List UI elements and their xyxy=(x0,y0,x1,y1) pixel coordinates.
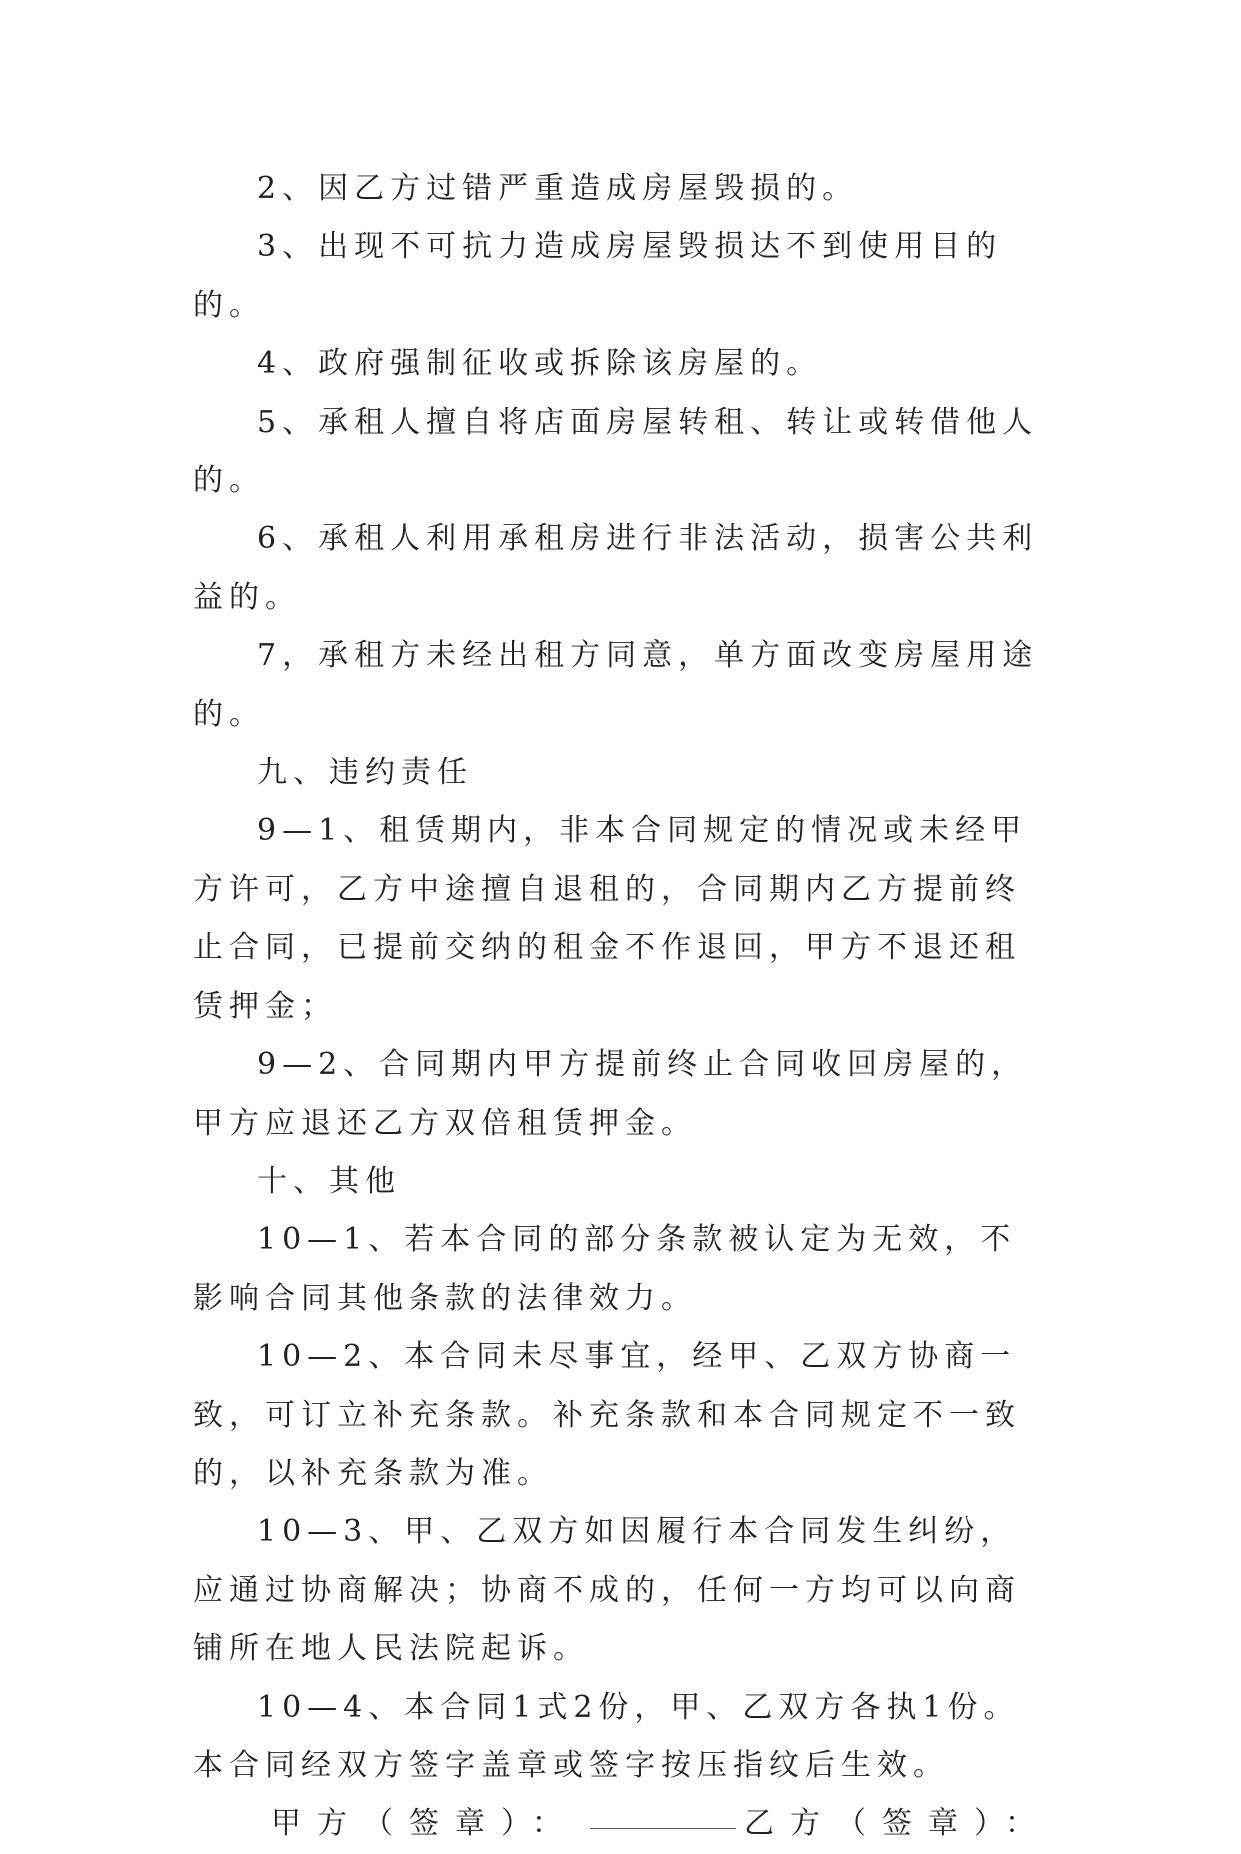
clause-10-3: 10—3、甲、乙双方如因履行本合同发生纠纷，应通过协商解决；协商不成的，任何一方均可以向商铺所在地人民法院起诉。 xyxy=(193,1514,1021,1667)
party-a-signature-line xyxy=(590,1806,736,1829)
party-b-signature-label: 乙方（签章）： xyxy=(744,1806,1051,1842)
clause-2: 2、因乙方过错严重造成房屋毁损的。 xyxy=(257,171,859,206)
clause-10-4: 10—4、本合同1式2份，甲、乙双方各执1份。本合同经双方签字盖章或签字按压指纹后生效。 xyxy=(193,1689,1020,1783)
signature-row xyxy=(193,1795,1051,1853)
clause-4: 4、政府强制征收或拆除该房屋的。 xyxy=(257,346,823,382)
clause-5: 5、承租人擅自将店面房屋转租、转让或转借他人的。 xyxy=(193,404,1039,499)
section-heading-breach: 九、违约责任 xyxy=(257,755,473,791)
clause-3: 3、出现不可抗力造成房屋毁损达不到使用目的的。 xyxy=(193,229,1003,323)
clause-6: 6、承租人利用承租房进行非法活动，损害公共利益的。 xyxy=(193,521,1039,615)
section-heading-other: 十、其他 xyxy=(257,1163,401,1199)
clause-10-2: 10—2、本合同未尽事宜，经甲、乙双方协商一致，可订立补充条款。补充条款和本合同规定不一致的，以补充条款为准。 xyxy=(193,1339,1021,1491)
clause-9-1: 9—1、租赁期内，非本合同规定的情况或未经甲方许可，乙方中途擅自退租的，合同期内乙方提前终止合同，已提前交纳的租金不作退回，甲方不退还租赁押金； xyxy=(193,813,1028,1024)
clause-7: 7，承租方未经出租方同意，单方面改变房屋用途的。 xyxy=(193,638,1039,732)
party-a-signature-label: 甲方（签章）： xyxy=(271,1806,578,1842)
clause-9-2: 9—2、合同期内甲方提前终止合同收回房屋的，甲方应退还乙方双倍租赁押金。 xyxy=(193,1047,1028,1141)
clause-10-1: 10—1、若本合同的部分条款被认定为无效，不影响合同其他条款的法律效力。 xyxy=(193,1222,1017,1316)
document-body xyxy=(193,160,1051,1854)
